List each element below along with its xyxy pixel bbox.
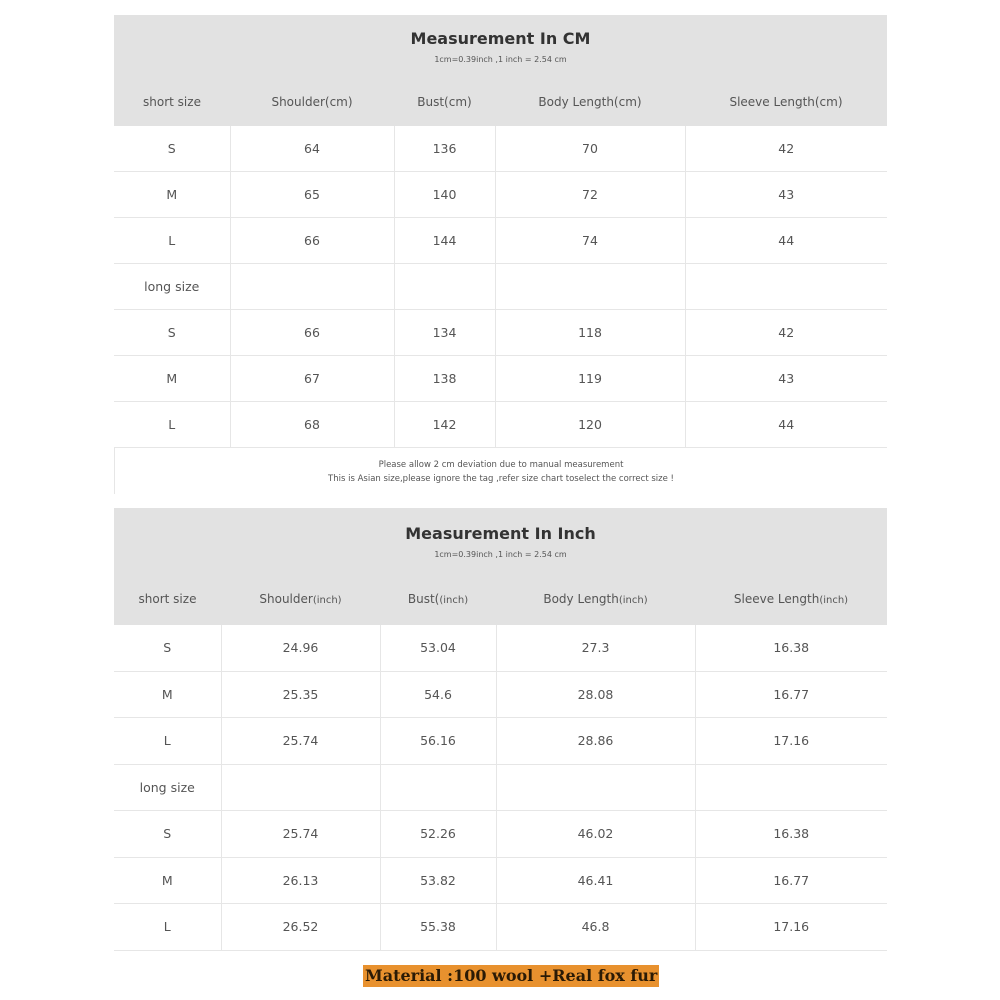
table-cell: 53.82 [380, 857, 496, 904]
table-cell: 74 [495, 218, 685, 264]
table-cell: 17.16 [695, 904, 887, 951]
table-cell: 142 [394, 402, 495, 448]
table-row [114, 172, 887, 218]
table-cell: long size [114, 764, 221, 811]
table-cell: 43 [685, 172, 887, 218]
table-cell: 140 [394, 172, 495, 218]
cm-chart-header [114, 15, 887, 126]
table-cell: 16.38 [695, 625, 887, 671]
table-cell: L [114, 718, 221, 765]
table-cell: 53.04 [380, 625, 496, 671]
table-cell: 66 [230, 218, 394, 264]
cm-header-body-length: Body Length(cm) [538, 95, 642, 109]
cm-header-bust: Bust(cm) [417, 95, 472, 109]
inch-data-table [114, 625, 887, 951]
table-cell [685, 264, 887, 310]
cm-header-size: short size [143, 95, 201, 109]
table-cell: 138 [394, 356, 495, 402]
inch-header-sleeve-length: Sleeve Length(inch) [733, 592, 849, 606]
table-cell: 46.41 [496, 857, 695, 904]
table-cell: 27.3 [496, 625, 695, 671]
inch-chart-title: Measurement In Inch [405, 524, 596, 543]
cm-chart-title: Measurement In CM [410, 29, 591, 48]
table-row [114, 625, 887, 671]
table-cell: 119 [495, 356, 685, 402]
table-cell [380, 764, 496, 811]
table-cell: 46.02 [496, 811, 695, 858]
table-row [114, 718, 887, 765]
table-cell: 55.38 [380, 904, 496, 951]
table-cell: 68 [230, 402, 394, 448]
inch-header-shoulder: Shoulder(inch) [259, 592, 342, 606]
table-cell: 67 [230, 356, 394, 402]
table-row [114, 811, 887, 858]
table-cell [221, 764, 380, 811]
table-cell: 70 [495, 126, 685, 172]
table-row [114, 402, 887, 448]
table-cell: 42 [685, 126, 887, 172]
table-cell [394, 264, 495, 310]
table-cell: 54.6 [380, 671, 496, 718]
table-cell: 42 [685, 310, 887, 356]
table-cell [495, 264, 685, 310]
table-cell: M [114, 172, 230, 218]
cm-size-chart [114, 15, 887, 494]
table-cell: 72 [495, 172, 685, 218]
table-cell: 26.13 [221, 857, 380, 904]
table-cell: 17.16 [695, 718, 887, 765]
table-cell: 66 [230, 310, 394, 356]
table-cell: M [114, 671, 221, 718]
measurement-note [114, 448, 887, 494]
table-row [114, 218, 887, 264]
inch-chart-header [114, 508, 887, 625]
inch-column-headers [114, 592, 887, 606]
table-cell: S [114, 811, 221, 858]
inch-header-size: short size [138, 592, 197, 606]
table-cell: L [114, 218, 230, 264]
table-cell: 28.08 [496, 671, 695, 718]
table-row [114, 264, 887, 310]
table-cell: 16.38 [695, 811, 887, 858]
table-cell: 65 [230, 172, 394, 218]
table-cell: 16.77 [695, 857, 887, 904]
cm-data-table [114, 126, 887, 448]
table-cell: 56.16 [380, 718, 496, 765]
material-label: Material :100 wool +Real fox fur [365, 966, 658, 985]
cm-header-sleeve-length: Sleeve Length(cm) [729, 95, 843, 109]
table-cell: S [114, 625, 221, 671]
deviation-note: Please allow 2 cm deviation due to manual measurement [378, 460, 624, 470]
table-cell: 28.86 [496, 718, 695, 765]
table-cell: 25.35 [221, 671, 380, 718]
table-cell: M [114, 857, 221, 904]
table-row [114, 310, 887, 356]
table-cell: 26.52 [221, 904, 380, 951]
table-cell: L [114, 402, 230, 448]
table-cell: 64 [230, 126, 394, 172]
table-row [114, 126, 887, 172]
table-cell: 120 [495, 402, 685, 448]
table-cell [496, 764, 695, 811]
table-cell: 24.96 [221, 625, 380, 671]
table-cell [695, 764, 887, 811]
table-cell: M [114, 356, 230, 402]
table-row [114, 857, 887, 904]
table-cell: 46.8 [496, 904, 695, 951]
table-cell [230, 264, 394, 310]
table-cell: S [114, 310, 230, 356]
table-cell: 134 [394, 310, 495, 356]
table-cell: 44 [685, 218, 887, 264]
table-cell: 25.74 [221, 718, 380, 765]
table-row [114, 671, 887, 718]
cm-conversion-note: 1cm=0.39inch ,1 inch = 2.54 cm [434, 55, 567, 64]
inch-conversion-note: 1cm=0.39inch ,1 inch = 2.54 cm [434, 550, 567, 559]
table-cell: 44 [685, 402, 887, 448]
table-cell: 43 [685, 356, 887, 402]
table-cell: S [114, 126, 230, 172]
table-cell: 144 [394, 218, 495, 264]
table-cell: 16.77 [695, 671, 887, 718]
inch-header-body-length: Body Length(inch) [543, 592, 648, 606]
table-cell: 25.74 [221, 811, 380, 858]
cm-column-headers [114, 95, 887, 109]
cm-header-shoulder: Shoulder(cm) [271, 95, 353, 109]
table-row [114, 764, 887, 811]
inch-size-chart [114, 508, 887, 951]
inch-header-bust: Bust((inch) [407, 592, 469, 606]
asian-size-note: This is Asian size,please ignore the tag ,refer size chart toselect the correct size ! [328, 474, 674, 484]
table-cell: long size [114, 264, 230, 310]
table-cell: 52.26 [380, 811, 496, 858]
table-cell: L [114, 904, 221, 951]
table-row [114, 356, 887, 402]
table-cell: 118 [495, 310, 685, 356]
table-cell: 136 [394, 126, 495, 172]
table-row [114, 904, 887, 951]
